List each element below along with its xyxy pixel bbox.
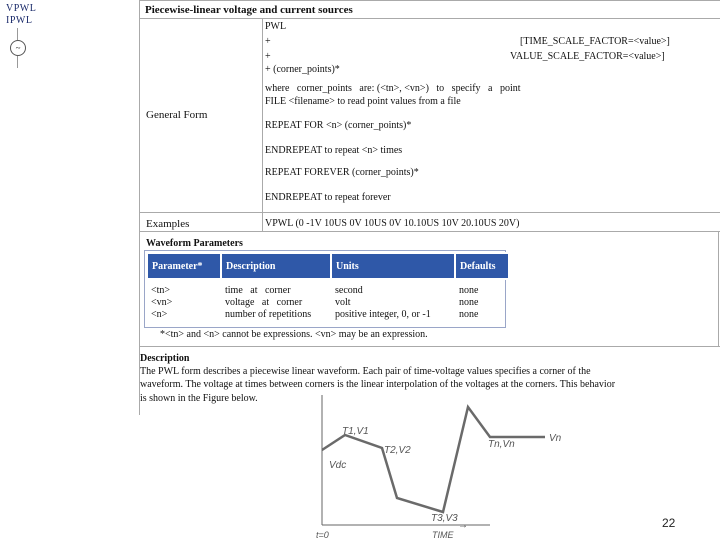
label-time: TIME bbox=[432, 530, 454, 540]
pwl-waveform-line bbox=[322, 407, 545, 512]
gf-line-repeat-for: REPEAT FOR <n> (corner_points)* bbox=[265, 120, 412, 131]
waveform-bottom-divider bbox=[139, 346, 720, 347]
parameter-note: *<tn> and <n> cannot be expressions. <vn> may be an expression. bbox=[160, 329, 428, 340]
pwl-waveform-figure bbox=[300, 390, 590, 540]
gf-line-endrepeat-forever: ENDREPEAT to repeat forever bbox=[265, 192, 391, 203]
label-vn: Vn bbox=[549, 433, 562, 444]
label-vdc: Vdc bbox=[329, 460, 347, 471]
desc-cell: voltage at corner bbox=[225, 297, 303, 308]
default-cell: none bbox=[459, 285, 479, 296]
examples-text: VPWL (0 -1V 10US 0V 10US 0V 10.10US 10V 20.10US 20V) bbox=[265, 218, 520, 229]
col-parameter: Parameter* bbox=[147, 253, 221, 279]
source-lead-top bbox=[17, 28, 18, 40]
right-border bbox=[718, 232, 719, 346]
param-cell: <vn> bbox=[151, 297, 173, 308]
gf-line-repeat-forever: REPEAT FOREVER (corner_points)* bbox=[265, 167, 419, 178]
time-arrow-icon: → bbox=[458, 520, 468, 531]
gf-line-plus-1: + bbox=[265, 36, 271, 47]
parameter-table bbox=[146, 252, 510, 321]
gf-line-endrepeat-n: ENDREPEAT to repeat <n> times bbox=[265, 145, 403, 156]
title-divider bbox=[139, 18, 720, 19]
label-t2v2: T2,V2 bbox=[384, 445, 411, 456]
col-description: Description bbox=[221, 253, 331, 279]
examples-bottom-divider bbox=[139, 231, 720, 232]
ipwl-label: IPWL bbox=[6, 15, 33, 26]
default-cell: none bbox=[459, 297, 479, 308]
description-label: Description bbox=[140, 353, 190, 364]
time-scale-factor: [TIME_SCALE_FACTOR=<value>] bbox=[520, 36, 670, 47]
vpwl-label: VPWL bbox=[6, 3, 37, 14]
description-line-1: The PWL form describes a piecewise linear waveform. Each pair of time-voltage values specifies a corner of the bbox=[140, 366, 591, 377]
value-scale-factor: VALUE_SCALE_FACTOR=<value>] bbox=[510, 51, 665, 62]
label-t1v1: T1,V1 bbox=[342, 426, 369, 437]
description-line-3: is shown in the Figure below. bbox=[140, 393, 258, 404]
default-cell: none bbox=[459, 309, 479, 320]
description-line-2: waveform. The voltage at times between corners is the linear interpolation of the voltages at the corners. This behavior bbox=[140, 379, 616, 390]
table-row bbox=[147, 309, 509, 321]
col-units: Units bbox=[331, 253, 455, 279]
table-row bbox=[147, 297, 509, 309]
page-number: 22 bbox=[662, 516, 676, 530]
examples-label: Examples bbox=[146, 218, 190, 230]
gf-line-file: FILE <filename> to read point values from a file bbox=[265, 96, 461, 107]
gf-line-plus-2: + bbox=[265, 51, 271, 62]
table-row bbox=[147, 279, 509, 297]
source-symbol-icon: ~ bbox=[10, 40, 26, 56]
label-t0: t=0 bbox=[316, 530, 329, 540]
label-t3v3: T3,V3 bbox=[431, 513, 458, 524]
waveform-parameters-label: Waveform Parameters bbox=[146, 238, 243, 249]
table-top-border bbox=[139, 0, 720, 1]
gf-line-where: where corner_points are: (<tn>, <vn>) to specify a point bbox=[265, 83, 521, 94]
label-column-divider bbox=[262, 18, 263, 231]
gf-line-pwl: PWL bbox=[265, 21, 287, 32]
label-tnvn: Tn,Vn bbox=[488, 439, 515, 450]
units-cell: second bbox=[335, 285, 363, 296]
col-defaults: Defaults bbox=[455, 253, 509, 279]
gf-line-corner-points: + (corner_points)* bbox=[265, 64, 340, 75]
units-cell: volt bbox=[335, 297, 351, 308]
source-lead-bottom bbox=[17, 56, 18, 68]
desc-cell: time at corner bbox=[225, 285, 291, 296]
section-title: Piecewise-linear voltage and current sources bbox=[145, 4, 353, 16]
units-cell: positive integer, 0, or -1 bbox=[335, 309, 431, 320]
general-form-label: General Form bbox=[146, 109, 208, 121]
examples-top-divider bbox=[139, 212, 720, 213]
param-cell: <tn> bbox=[151, 285, 171, 296]
param-cell: <n> bbox=[151, 309, 168, 320]
desc-cell: number of repetitions bbox=[225, 309, 312, 320]
